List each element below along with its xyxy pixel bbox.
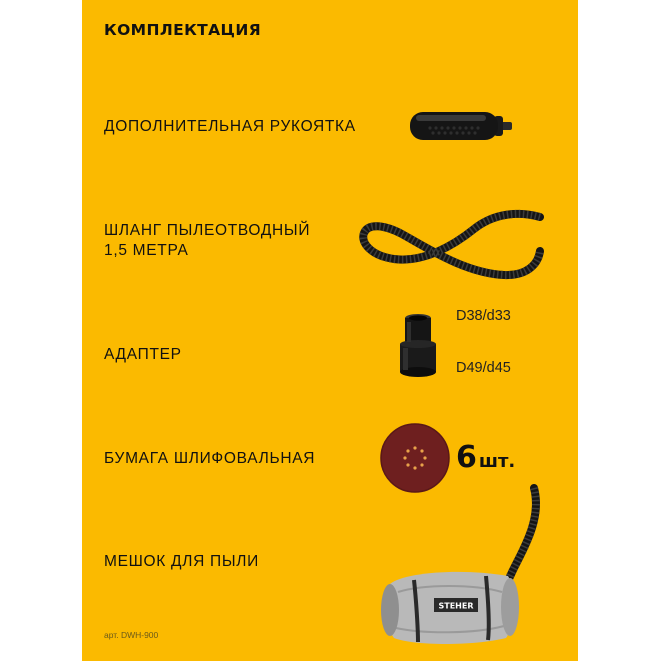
item-label-dust-bag	[104, 552, 259, 572]
handle-icon	[408, 108, 518, 144]
hose-icon	[354, 203, 544, 293]
article-number: арт. DWH-900	[104, 630, 159, 640]
item-label-line: ДОПОЛНИТЕЛЬНАЯ РУКОЯТКА	[104, 118, 356, 135]
item-label-line: 1,5 МЕТРА	[104, 242, 189, 259]
dust-bag-icon	[374, 488, 544, 648]
sanding-disc-icon	[380, 423, 450, 493]
item-label-adapter	[104, 345, 182, 365]
adapter-spec-large: D38/d33	[456, 308, 511, 324]
product-card	[82, 0, 578, 661]
adapter-icon	[394, 310, 444, 380]
quantity-unit: шт.	[478, 451, 516, 472]
item-label-handle	[104, 117, 356, 137]
item-label-sanding-paper	[104, 449, 315, 469]
item-label-line: МЕШОК ДЛЯ ПЫЛИ	[104, 553, 259, 570]
item-label-line: АДАПТЕР	[104, 346, 182, 363]
bag-brand-label: STEHER	[438, 601, 474, 611]
item-label-line: ШЛАНГ ПЫЛЕОТВОДНЫЙ	[104, 222, 311, 239]
page-title: КОМПЛЕКТАЦИЯ	[104, 21, 262, 39]
item-label-line: БУМАГА ШЛИФОВАЛЬНАЯ	[104, 450, 316, 467]
item-label-hose	[104, 221, 310, 261]
quantity-badge	[456, 440, 515, 475]
quantity-number: 6	[456, 440, 477, 475]
adapter-spec-small: D49/d45	[456, 360, 511, 376]
